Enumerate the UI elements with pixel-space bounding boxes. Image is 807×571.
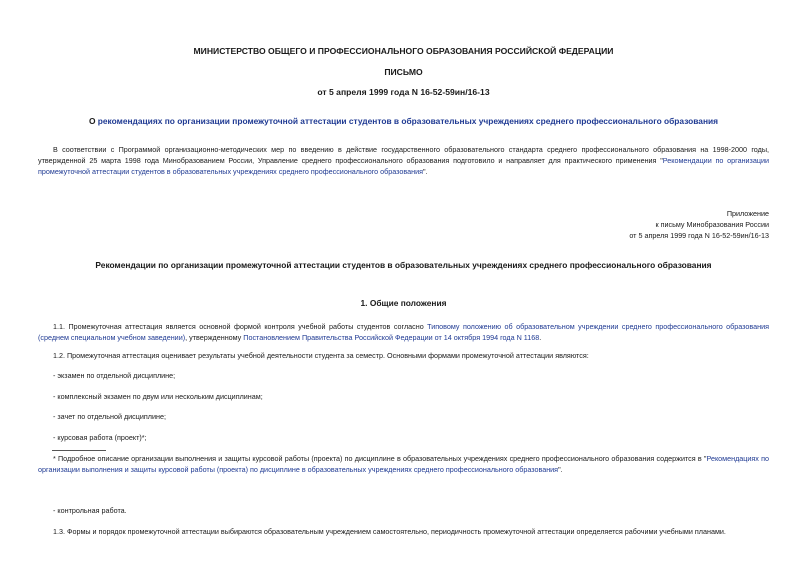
footnote-separator: [52, 450, 106, 451]
paragraph-1-3: 1.3. Формы и порядок промежуточной аттестации выбираются образовательным учреждением самостоятельно, периодичность промежуточной аттестации определяется рабочими учебными планами.: [53, 527, 726, 536]
list-item: - экзамен по отдельной дисциплине;: [53, 371, 176, 380]
list-item: - курсовая работа (проект)*;: [53, 433, 147, 442]
subject-link[interactable]: рекомендациях по организации промежуточной аттестации студентов в образовательных учреждениях среднего профессионального образования: [97, 116, 719, 126]
doc-type-heading: ПИСЬМО: [384, 67, 423, 77]
list-item: - зачет по отдельной дисциплине;: [53, 412, 166, 421]
doc-date-number: от 5 апреля 1999 года N 16-52-59ин/16-13: [317, 87, 490, 97]
intro-text: В соответствии с Программой организационно-методических мер по введению в действие государственного образовательного стандарта среднего профессионального образования на 1998-2000 годы, утвержденной 25 марта 1998 года Минобразованием России, Управление среднего профессионального образования подготовило и направляет для практического применения ": [38, 145, 769, 165]
subject-heading: [38, 116, 769, 126]
paragraph-1-2: 1.2. Промежуточная аттестация оценивает результаты учебной деятельности студента за семестр. Основными формами промежуточной аттестации являются:: [53, 351, 589, 360]
appendix-line-1: Приложение: [726, 209, 769, 218]
government-resolution-link[interactable]: Постановлением Правительства Российской Федерации от 14 октября 1994 года N 1168: [243, 333, 540, 342]
list-item: - комплексный экзамен по двум или нескольким дисциплинам;: [53, 392, 263, 401]
list-item-last: - контрольная работа.: [53, 506, 127, 515]
coursework-recommendations-link[interactable]: Рекомендациях по организации выполнения и защиты курсовой работы (проекта) по дисциплине в образовательных учреждениях среднего профессионального образования: [38, 454, 769, 474]
p11-text-a: 1.1. Промежуточная аттестация является основной формой контроля учебной работы студентов согласно: [53, 322, 428, 331]
standard-regulation-link[interactable]: Типовому положению об образовательном учреждении среднего профессионального образования (среднем специальном учебном заведении): [38, 322, 770, 342]
section-title: 1. Общие положения: [360, 298, 447, 308]
recommendations-link[interactable]: Рекомендации по организации промежуточной аттестации студентов в образовательных учреждениях среднего профессионального образования: [38, 156, 769, 176]
p11-text-b: , утвержденному: [185, 333, 244, 342]
paragraph-1-1: [38, 321, 769, 343]
appendix-line-2: к письму Минобразования России: [655, 220, 769, 229]
footnote-text-b: ".: [558, 465, 563, 474]
appendix-line-3: от 5 апреля 1999 года N 16-52-59ин/16-13: [629, 231, 769, 240]
footnote: [38, 453, 769, 475]
document-title: Рекомендации по организации промежуточной аттестации студентов в образовательных учреждениях среднего профессионального образования: [95, 260, 712, 270]
subject-prefix: О: [88, 116, 98, 126]
ministry-heading: МИНИСТЕРСТВО ОБЩЕГО И ПРОФЕССИОНАЛЬНОГО ОБРАЗОВАНИЯ РОССИЙСКОЙ ФЕДЕРАЦИИ: [193, 46, 614, 56]
footnote-text-a: * Подробное описание организации выполнения и защиты курсовой работы (проекта) по дисциплине в образовательных учреждениях среднего профессионального образования содержится в ": [53, 454, 707, 463]
p11-text-c: .: [539, 333, 542, 342]
intro-paragraph: [38, 144, 769, 177]
intro-suffix: ".: [423, 167, 428, 176]
